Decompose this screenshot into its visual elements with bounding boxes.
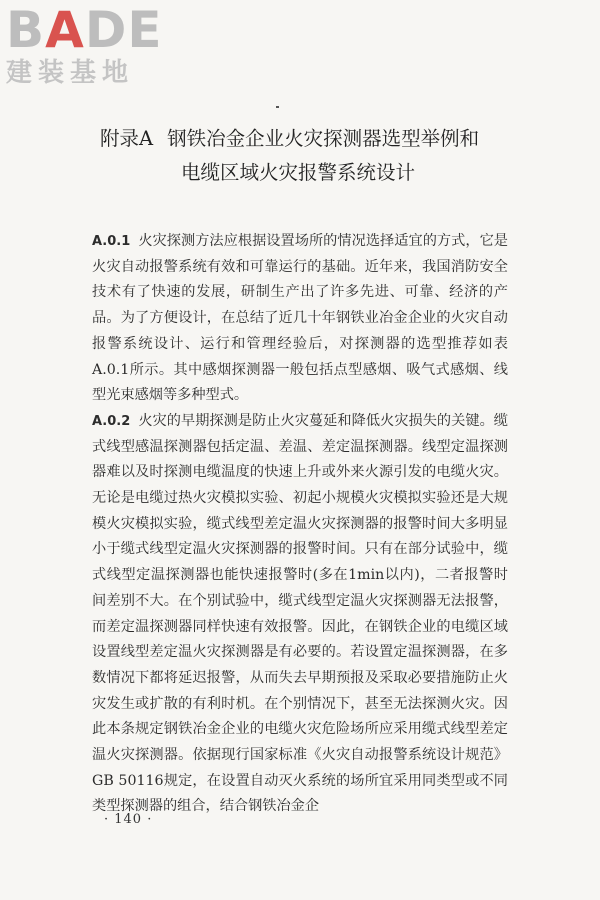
logo-subtitle: 建装基地 xyxy=(6,58,135,88)
clause-text: 火灾的早期探测是防止火灾蔓延和降低火灾损失的关键。缆式线型感温探测器包括定温、差温、差定温探测器。线型定温探测器难以及时探测电缆温度的快速上升或外来火源引发的电缆火灾。无论是电缆过热火灾模拟实验、初起小规模火灾模拟实验还是大规模火灾模拟实验，缆式线型差定温火灾探测器的报警时间大多明显小于缆式线型定温火灾探测器的报警时间。只有在部分试验中，缆式线型定温探测器也能快速报警时(多在1min以内)，二者报警时间差别不大。在个别试验中，缆式线型定温火灾探测器无法报警，而差定温探测器同样快速有效报警。因此，在钢铁企业的电缆区域设置线型差定温火灾探测器是有必要的。若设置定温探测器，在多数情况下都将延迟报警，从而失去早期预报及采取必要措施防止火灾发生或扩散的有利时机。在个别情况下，甚至无法探测火灾。因此本条规定钢铁冶金企业的电缆火灾危险场所应采用缆式线型差定温火灾探测器。依据现行国家标准《火灾自动报警系统设计规范》GB 50116规定，在设置自动灭火系统的场所宜采用同类型或不同类型探测器的组合，结合钢铁冶金企 xyxy=(92,412,508,815)
title-line-1-text: 钢铁冶金企业火灾探测器选型举例和 xyxy=(167,127,480,150)
title-line-2: 电缆区域火灾报警系统设计 xyxy=(181,161,416,184)
appendix-label: 附录A xyxy=(100,127,154,150)
appendix-title xyxy=(0,122,600,190)
title-line-1 xyxy=(0,122,600,156)
clause-text: 火灾探测方法应根据设置场所的情况选择适宜的方式，它是火灾自动报警系统有效和可靠运行的基础。近年来，我国消防安全技术有了快速的发展，研制生产出了许多先进、可靠、经济的产品。为了方便设计，在总结了近几十年钢铁业冶金企业的火灾自动报警系统设计、运行和管理经验后，对探测器的选型推荐如表A.0.1所示。其中感烟探测器一般包括点型感烟、吸气式感烟、线型光束感烟等多种型式。 xyxy=(92,233,508,404)
clause-number: A.0.1 xyxy=(92,234,131,249)
logo-brand-post: DE xyxy=(84,1,163,59)
clause-a02 xyxy=(92,409,508,820)
bade-logo xyxy=(6,1,196,94)
printer-mark xyxy=(276,106,279,108)
page-number: · 140 · xyxy=(104,812,153,827)
clause-a01 xyxy=(92,229,508,409)
logo-brand-accent: A xyxy=(45,1,85,59)
clause-number: A.0.2 xyxy=(92,413,131,429)
logo-brand-pre: B xyxy=(6,1,46,59)
body-text xyxy=(92,229,508,820)
logo-brand-text xyxy=(6,1,196,59)
